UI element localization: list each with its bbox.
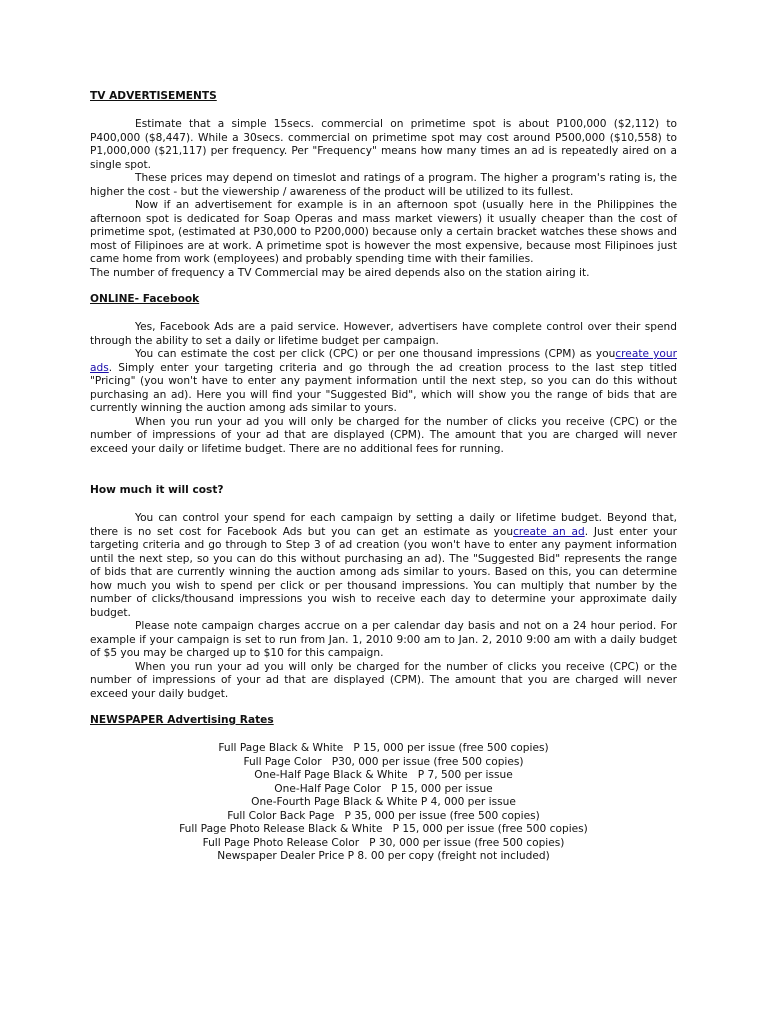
tv-paragraph-1: Estimate that a simple 15secs. commercial on primetime spot is about P100,000 ($2,112) to P400,000 ($8,447). While a 30secs. commercial on primetime spot may cost around P500,000 ($10,558) to P1,000,000 ($21,117) per frequency. Per "Frequency" means how many times an ad is repeatedly aired on a single spot. bbox=[90, 118, 677, 171]
rate-line: Full Color Back Page P 35, 000 per issue (free 500 copies) bbox=[227, 809, 540, 822]
cost-paragraph-1-text-b: . Just enter your targeting criteria and go through to Step 3 of ad creation (you won't have to enter any payment information until the next step, so you can do this without purchasing an ad). The "Suggested Bid" represents the range of bids that are currently winning the auction among ads similar to yours. Based on this, you can determine how much you wish to spend per click or per thousand impressions. You can multiply that number by the number of clicks/thousand impressions you wish to receive each day to determine your approximate daily budget. bbox=[90, 525, 677, 619]
facebook-paragraph-2 bbox=[90, 348, 677, 416]
cost-paragraph-1-text-a: You can control your spend for each campaign by setting a daily or lifetime budget. Beyond that, there is no set cost for Facebook Ads but you can get an estimate as you bbox=[90, 512, 677, 538]
facebook-paragraph-2-text-b: . Simply enter your targeting criteria and go through the ad creation process to the last step titled "Pricing" (you won't have to enter any payment information until the next step, so you can do this without purchasing an ad). Here you will find your "Suggested Bid", which will show you the range of bids that are currently winning the auction among ads similar to yours. bbox=[90, 361, 677, 414]
rate-line: Newspaper Dealer Price P 8. 00 per copy (freight not included) bbox=[217, 850, 550, 862]
tv-paragraph-2: These prices may depend on timeslot and ratings of a program. The higher a program's rating is, the higher the cost - but the viewership / awareness of the product will be utilized to its fullest. bbox=[90, 172, 677, 198]
newspaper-rates-list bbox=[90, 742, 677, 864]
newspaper-heading: NEWSPAPER Advertising Rates bbox=[90, 714, 274, 726]
rate-line: Full Page Color P30, 000 per issue (free 500 copies) bbox=[243, 755, 524, 768]
facebook-heading: ONLINE- Facebook bbox=[90, 293, 200, 305]
rate-line: Full Page Photo Release Black & White P 15, 000 per issue (free 500 copies) bbox=[179, 823, 588, 835]
rate-line: Full Page Photo Release Color P 30, 000 per issue (free 500 copies) bbox=[202, 836, 565, 849]
tv-heading: TV ADVERTISEMENTS bbox=[90, 90, 217, 102]
facebook-paragraph-3: When you run your ad you will only be charged for the number of clicks you receive (CPC) or the number of impressions of your ad that are displayed (CPM). The amount that you are charged will never exceed your daily or lifetime budget. There are no additional fees for running. bbox=[90, 415, 677, 455]
tv-paragraph-3: Now if an advertisement for example is in an afternoon spot (usually here in the Philippines the afternoon spot is dedicated for Soap Operas and mass market viewers) it usually cheaper than the cost of primetime spot, (estimated at P30,000 to P200,000) because only a certain bracket watches these shows and most of Filipinoes are at work. A primetime spot is however the most expensive, because most Filipinoes just came home from work (employees) and probably spending time with their families. bbox=[90, 199, 677, 265]
facebook-paragraph-1: Yes, Facebook Ads are a paid service. However, advertisers have complete control over their spend through the ability to set a daily or lifetime budget per campaign. bbox=[90, 321, 677, 347]
tv-paragraph-4: The number of frequency a TV Commercial may be aired depends also on the station airing it. bbox=[90, 266, 590, 279]
rate-line: One-Half Page Color P 15, 000 per issue bbox=[274, 782, 493, 795]
facebook-paragraph-2-text-a: You can estimate the cost per click (CPC) or per one thousand impressions (CPM) as you bbox=[135, 348, 616, 360]
rate-line: Full Page Black & White P 15, 000 per issue (free 500 copies) bbox=[218, 742, 549, 754]
cost-paragraph-2: Please note campaign charges accrue on a per calendar day basis and not on a 24 hour period. For example if your campaign is set to run from Jan. 1, 2010 9:00 am to Jan. 2, 2010 9:00 am with a daily budget of $5 you may be charged up to $10 for this campaign. bbox=[90, 620, 677, 659]
rate-line: One-Half Page Black & White P 7, 500 per issue bbox=[254, 769, 513, 781]
document-page bbox=[90, 90, 677, 864]
cost-paragraph-3: When you run your ad you will only be charged for the number of clicks you receive (CPC) or the number of impressions of your ad that are displayed (CPM). The amount that you are charged will never exceed your daily budget. bbox=[90, 660, 677, 700]
create-an-ad-link[interactable]: create an ad bbox=[513, 525, 585, 538]
cost-heading: How much it will cost? bbox=[90, 484, 224, 496]
create-your-ads-link[interactable]: create your ads bbox=[90, 348, 677, 374]
rate-line: One-Fourth Page Black & White P 4, 000 per issue bbox=[251, 796, 516, 808]
cost-paragraph-1 bbox=[90, 512, 677, 620]
